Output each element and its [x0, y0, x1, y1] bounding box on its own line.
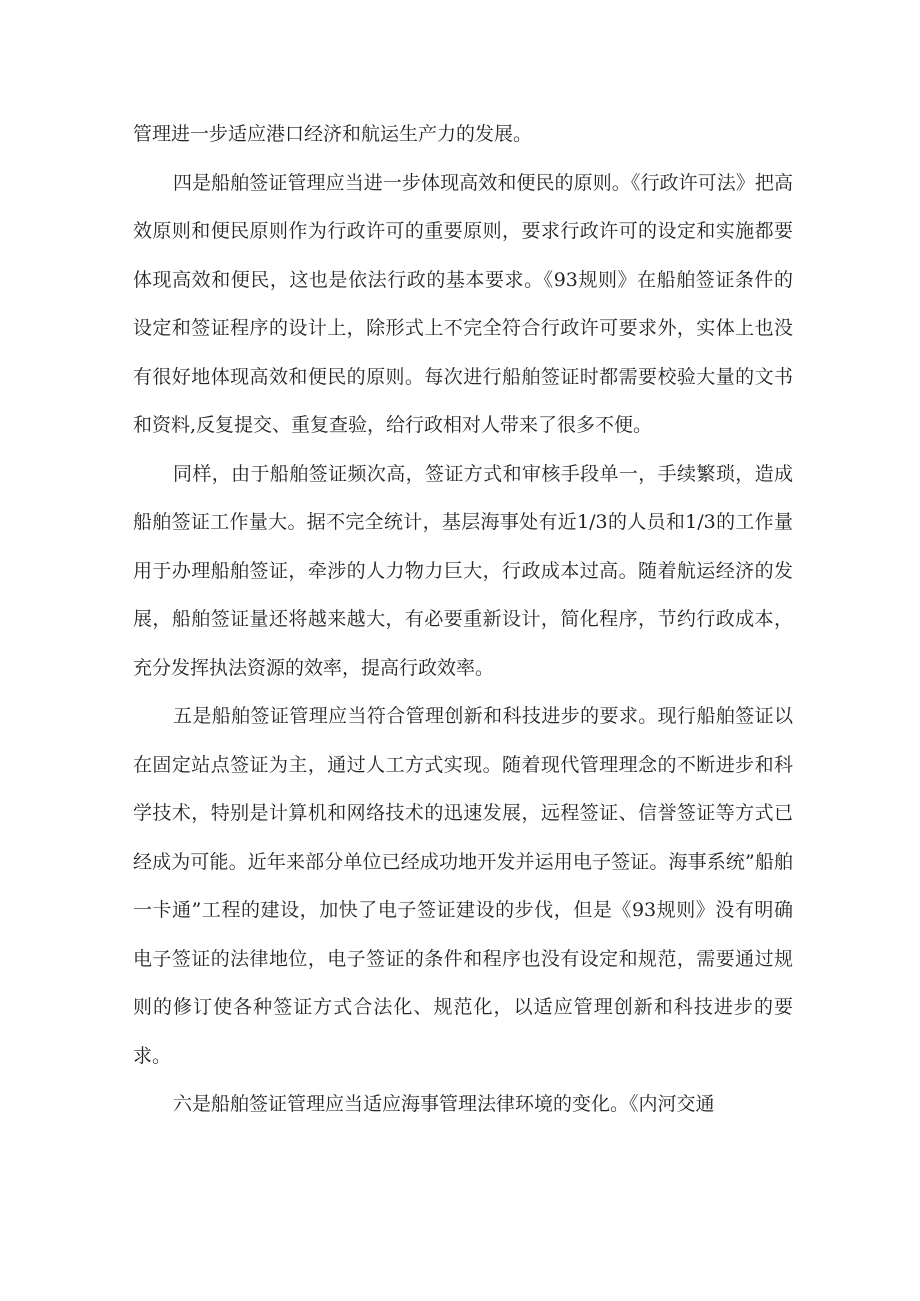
paragraph: 同样，由于船舶签证频次高，签证方式和审核手段单一，手续繁琐，造成船舶签证工作量大。据不完全统计，基层海事处有近1/3的人员和1/3的工作量用于办理船舶签证，牵涉的人力物力巨大，行政成本过高。随着航运经济的发展，船舶签证量还将越来越大，有必要重新设计，简化程序，节约行政成本，充分发挥执法资源的效率，提高行政效率。	[133, 462, 793, 679]
paragraph: 管理进一步适应港口经济和航运生产力的发展。	[133, 123, 533, 145]
paragraph: 六是船舶签证管理应当适应海事管理法律环境的变化。《内河交通	[173, 1093, 715, 1115]
paragraph: 四是船舶签证管理应当进一步体现高效和便民的原则。《行政许可法》把高效原则和便民原则作为行政许可的重要原则，要求行政许可的设定和实施都要体现高效和便民，这也是依法行政的基本要求。《93规则》在船舶签证条件的设定和签证程序的设计上，除形式上不完全符合行政许可要求外，实体上也没有很好地体现高效和便民的原则。每次进行船舶签证时都需要校验大量的文书和资料,反复提交、重复查验，给行政相对人带来了很多不便。	[133, 171, 793, 436]
document-body	[133, 110, 793, 1129]
paragraph: 五是船舶签证管理应当符合管理创新和科技进步的要求。现行船舶签证以在固定站点签证为主，通过人工方式实现。随着现代管理理念的不断进步和科学技术，特别是计算机和网络技术的迅速发展，远程签证、信誉签证等方式已经成为可能。近年来部分单位已经成功地开发并运用电子签证。海事系统”船舶一卡通”工程的建设，加快了电子签证建设的步伐，但是《93规则》没有明确电子签证的法律地位，电子签证的条件和程序也没有设定和规范，需要通过规则的修订使各种签证方式合法化、规范化，以适应管理创新和科技进步的要求。	[133, 705, 793, 1067]
